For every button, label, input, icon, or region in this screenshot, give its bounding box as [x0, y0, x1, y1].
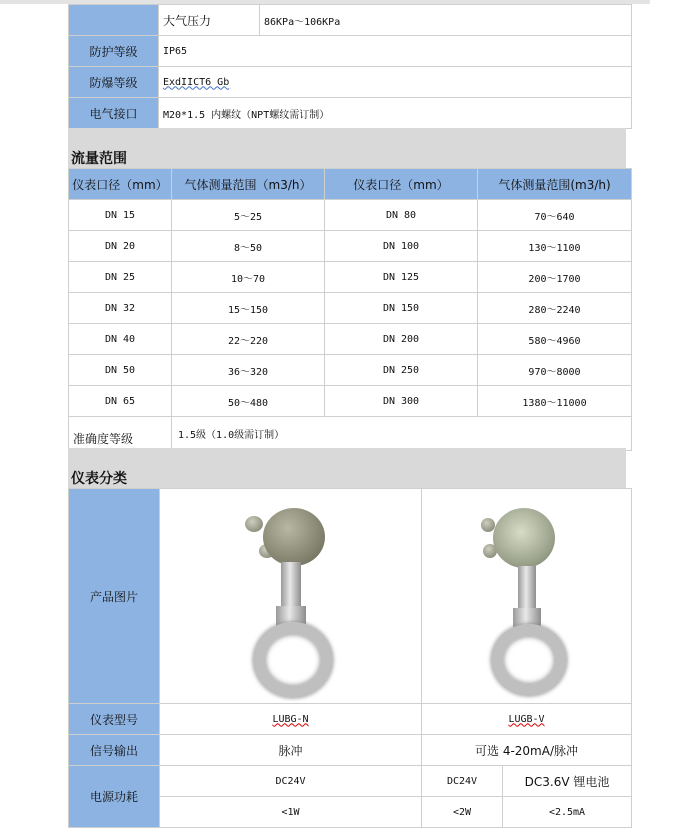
spec-row-protection	[69, 36, 632, 67]
meter-image-v	[467, 496, 587, 696]
spec-value	[159, 67, 632, 98]
spec-label-blank	[69, 5, 159, 36]
power-value: <2W	[422, 797, 503, 828]
table-cell: DN 20	[69, 231, 172, 262]
classification-table	[68, 488, 632, 828]
table-cell: 70～640	[478, 200, 632, 231]
table-cell: DN 80	[325, 200, 478, 231]
power-value: <2.5mA	[503, 797, 632, 828]
spec-value: M20*1.5 内螺纹（NPT螺纹需订制）	[159, 98, 632, 129]
model-label: 仪表型号	[69, 704, 160, 735]
image-row	[69, 489, 632, 704]
column-header: 气体测量范围（m3/h）	[172, 169, 325, 200]
table-cell: 10～70	[172, 262, 325, 293]
table-cell: 1380～11000	[478, 386, 632, 417]
spec-label: 防护等级	[69, 36, 159, 67]
table-cell: 15～150	[172, 293, 325, 324]
spec-sub-label: 大气压力	[159, 5, 260, 36]
spec-table	[68, 4, 632, 129]
image-label: 产品图片	[69, 489, 160, 704]
table-row	[69, 324, 632, 355]
power-label: 电源功耗	[69, 766, 160, 828]
spec-row-explosion	[69, 67, 632, 98]
table-cell: DN 125	[325, 262, 478, 293]
table-cell: DN 15	[69, 200, 172, 231]
column-header: 气体测量范围(m3/h)	[478, 169, 632, 200]
table-cell: 280～2240	[478, 293, 632, 324]
table-cell: 22～220	[172, 324, 325, 355]
model-cell	[160, 704, 422, 735]
accuracy-row	[69, 417, 632, 451]
model-value: LUGB-V	[508, 713, 545, 725]
table-row	[69, 386, 632, 417]
flow-section-bar	[68, 128, 626, 168]
table-cell: 200～1700	[478, 262, 632, 293]
model-value: LUBG-N	[272, 713, 309, 725]
flow-header-row	[69, 169, 632, 200]
model-cell	[422, 704, 632, 735]
table-row	[69, 200, 632, 231]
table-cell: 36～320	[172, 355, 325, 386]
table-cell: DN 25	[69, 262, 172, 293]
table-cell: DN 32	[69, 293, 172, 324]
column-header: 仪表口径（mm）	[325, 169, 478, 200]
accuracy-text: 1.5级（1.0级需订制）	[178, 430, 285, 441]
power-value: <1W	[160, 797, 422, 828]
class-section-bar	[68, 448, 626, 488]
explosion-value: ExdIICT6 Gb	[163, 76, 230, 88]
table-cell: 580～4960	[478, 324, 632, 355]
signal-value: 脉冲	[160, 735, 422, 766]
meter-image-n	[231, 496, 351, 696]
model-row	[69, 704, 632, 735]
table-cell: 50～480	[172, 386, 325, 417]
table-cell: 5～25	[172, 200, 325, 231]
section-title: 仪表分类	[71, 471, 127, 487]
table-cell: 970～8000	[478, 355, 632, 386]
spec-label: 电气接口	[69, 98, 159, 129]
flow-range-table	[68, 168, 632, 451]
spec-row-pressure	[69, 5, 632, 36]
signal-label: 信号输出	[69, 735, 160, 766]
table-cell: 8～50	[172, 231, 325, 262]
table-cell: DN 100	[325, 231, 478, 262]
table-row	[69, 262, 632, 293]
signal-row	[69, 735, 632, 766]
accuracy-value	[172, 417, 632, 451]
table-cell: DN 65	[69, 386, 172, 417]
power-value: DC3.6V 锂电池	[503, 766, 632, 797]
spec-value: 86KPa～106KPa	[260, 5, 632, 36]
table-cell: DN 200	[325, 324, 478, 355]
signal-value: 可选 4-20mA/脉冲	[422, 735, 632, 766]
table-cell: DN 150	[325, 293, 478, 324]
table-row	[69, 293, 632, 324]
table-row	[69, 231, 632, 262]
section-title: 流量范围	[71, 151, 127, 167]
product-image-cell	[422, 489, 632, 704]
table-cell: DN 250	[325, 355, 478, 386]
table-cell: DN 40	[69, 324, 172, 355]
product-image-cell	[160, 489, 422, 704]
column-header: 仪表口径（mm）	[69, 169, 172, 200]
accuracy-label: 准确度等级	[69, 417, 172, 451]
power-row-top	[69, 766, 632, 797]
table-cell: DN 50	[69, 355, 172, 386]
table-cell: 130～1100	[478, 231, 632, 262]
power-value: DC24V	[160, 766, 422, 797]
table-cell: DN 300	[325, 386, 478, 417]
spec-label: 防爆等级	[69, 67, 159, 98]
spec-value: IP65	[159, 36, 632, 67]
table-row	[69, 355, 632, 386]
power-value: DC24V	[422, 766, 503, 797]
spec-row-electrical	[69, 98, 632, 129]
